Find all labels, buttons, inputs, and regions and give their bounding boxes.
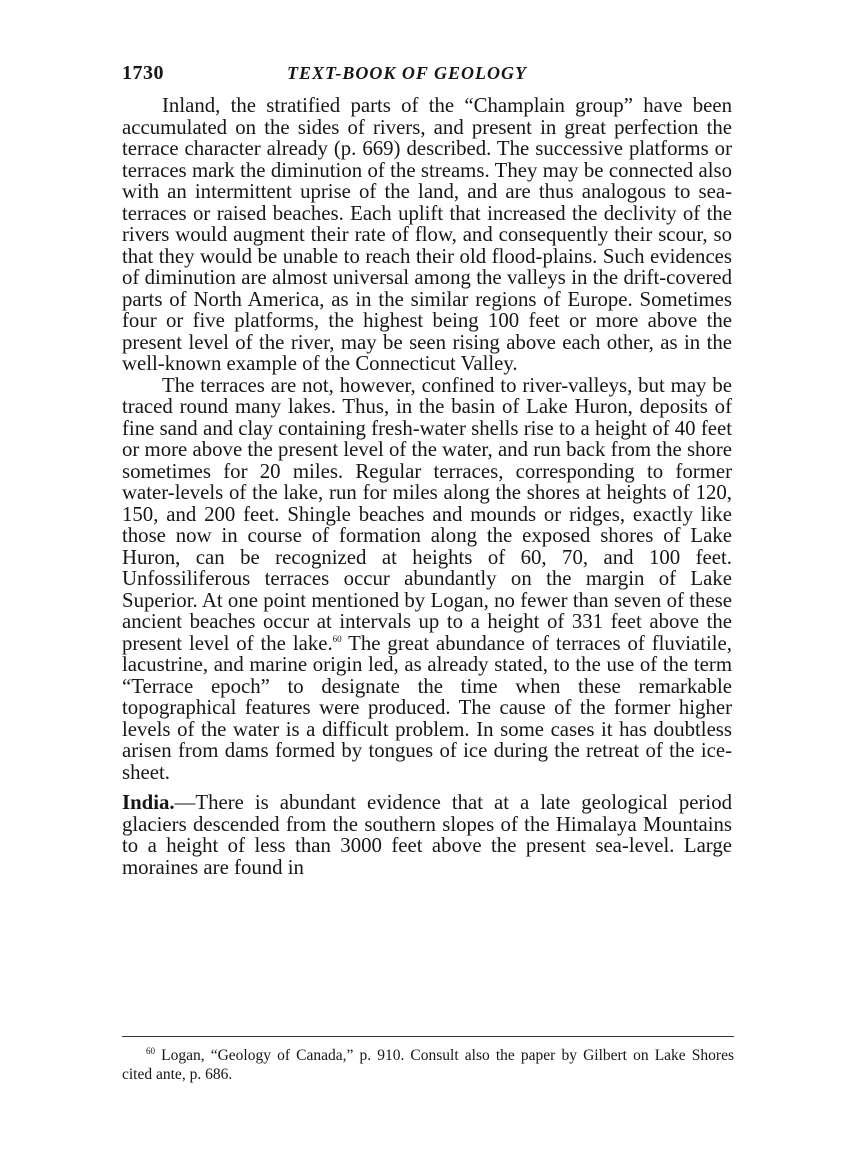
footnote-number: 60 — [146, 1045, 155, 1056]
paragraph-lake-terraces — [122, 375, 732, 784]
paragraph-lake-terraces-text: The terraces are not, however, confined to river-valleys, but may be traced round many lakes. Thus, in the basin of Lake Huron, deposits of fine sand and clay containing fresh-water shells rise to a height of 40 feet or more above the present level of the water, and run back from the shore sometimes for 20 miles. Regular terraces, corresponding to former water-levels of the lake, run for miles along the shores at heights of 120, 150, and 200 feet. Shingle beaches and mounds or ridges, exactly like those now in course of formation along the exposed shores of Lake Huron, can be recognized at heights of 60, 70, and 100 feet. Unfossiliferous terraces occur abundantly on the margin of Lake Superior. At one point mentioned by Logan, no fewer than seven of these ancient beaches occur at intervals up to a height of 331 feet above the present level of the lake. — [122, 373, 732, 655]
footnote-reference: 60 — [332, 633, 342, 644]
page-header — [122, 62, 732, 86]
footnote-divider — [122, 1036, 734, 1037]
footnote-text: Logan, “Geology of Canada,” p. 910. Consult also the paper by Gilbert on Lake Shores cited ante, p. 686. — [122, 1047, 734, 1083]
running-title: TEXT-BOOK OF GEOLOGY — [287, 63, 528, 83]
paragraph-champlain-terraces: Inland, the stratified parts of the “Champlain group” have been accumulated on the sides of rivers, and present in great perfection the terrace character already (p. 669) described. The successive platforms or terraces mark the diminution of the streams. They may be connected also with an intermittent uprise of the land, and are thus analogous to sea-terraces or raised beaches. Each uplift that increased the declivity of the rivers would augment their rate of flow, and consequently their scour, so that they would be unable to reach their old flood-plains. Such evidences of diminution are almost universal among the valleys in the drift-covered parts of North America, as in the similar regions of Europe. Sometimes four or five platforms, the highest being 100 feet or more above the present level of the river, may be seen rising above each other, as in the well-known example of the Connecticut Valley. — [122, 94, 732, 375]
page-number: 1730 — [122, 62, 164, 84]
paragraph-india — [122, 792, 732, 878]
body-text — [122, 95, 732, 878]
paragraph-lake-terraces-continuation: The great abundance of terraces of fluviatile, lacustrine, and marine origin led, as already stated, to the use of the term “Terrace epoch” to designate the time when these remarkable topographical features were produced. The cause of the former higher levels of the water is a difficult problem. In some cases it has doubtless arisen from dams formed by tongues of ice during the retreat of the ice-sheet. — [122, 631, 732, 784]
footnote — [122, 1046, 734, 1084]
paragraph-india-text: —There is abundant evidence that at a late geological period glaciers descended from the southern slopes of the Himalaya Mountains to a height of less than 3000 feet above the present sea-level. Large moraines are found in — [122, 791, 732, 879]
section-heading-india: India. — [122, 791, 175, 814]
